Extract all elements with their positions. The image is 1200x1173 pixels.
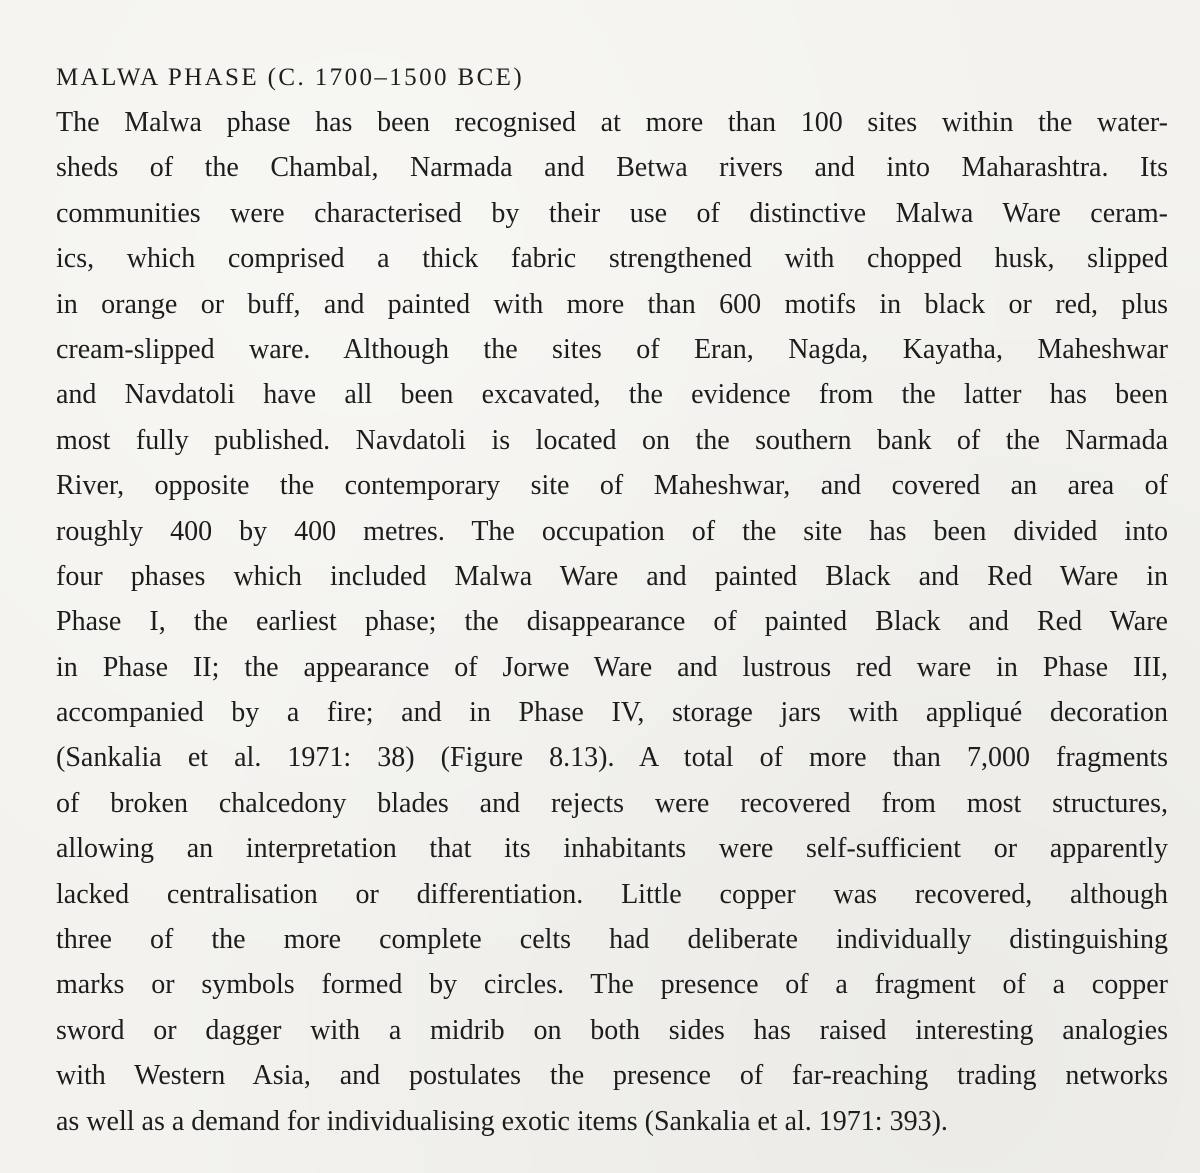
text-line: in orange or buff, and painted with more than 600 motifs in black or red, plus xyxy=(56,288,1168,320)
text-line: most fully published. Navdatoli is located on the southern bank of the Narmada xyxy=(56,424,1168,456)
text-line: four phases which included Malwa Ware and painted Black and Red Ware in xyxy=(56,560,1168,592)
text-line: and Navdatoli have all been excavated, the evidence from the latter has been xyxy=(56,379,1168,411)
text-line: allowing an interpretation that its inhabitants were self-sufficient or apparently xyxy=(56,833,1168,865)
text-line: River, opposite the contemporary site of Maheshwar, and covered an area of xyxy=(56,470,1168,502)
text-line: marks or symbols formed by circles. The presence of a fragment of a copper xyxy=(56,969,1168,1001)
text-line: cream-slipped ware. Although the sites of Eran, Nagda, Kayatha, Maheshwar xyxy=(56,333,1168,365)
text-line: sword or dagger with a midrib on both sides has raised interesting analogies xyxy=(56,1014,1168,1046)
text-line: in Phase II; the appearance of Jorwe Ware and lustrous red ware in Phase III, xyxy=(56,651,1168,683)
text-line: (Sankalia et al. 1971: 38) (Figure 8.13). A total of more than 7,000 fragments xyxy=(56,742,1168,774)
body-paragraph xyxy=(56,100,1168,1144)
text-line: sheds of the Chambal, Narmada and Betwa rivers and into Maharashtra. Its xyxy=(56,152,1168,184)
text-line: of broken chalcedony blades and rejects were recovered from most structures, xyxy=(56,787,1168,819)
text-line: roughly 400 by 400 metres. The occupation of the site has been divided into xyxy=(56,515,1168,547)
text-line: lacked centralisation or differentiation. Little copper was recovered, although xyxy=(56,878,1168,910)
text-line: ics, which comprised a thick fabric strengthened with chopped husk, slipped xyxy=(56,243,1168,275)
text-line: three of the more complete celts had deliberate individually distinguishing xyxy=(56,924,1168,956)
text-line: The Malwa phase has been recognised at more than 100 sites within the water- xyxy=(56,107,1168,138)
text-line: Phase I, the earliest phase; the disappearance of painted Black and Red Ware xyxy=(56,606,1168,638)
section-heading: MALWA PHASE (C. 1700–1500 BCE) xyxy=(56,64,525,91)
text-line: with Western Asia, and postulates the presence of far-reaching trading networks xyxy=(56,1060,1168,1092)
text-line: accompanied by a fire; and in Phase IV, storage jars with appliqué decoration xyxy=(56,697,1168,729)
text-line: as well as a demand for individualising exotic items (Sankalia et al. 1971: 393). xyxy=(56,1105,948,1137)
text-line: communities were characterised by their use of distinctive Malwa Ware ceram- xyxy=(56,197,1168,229)
